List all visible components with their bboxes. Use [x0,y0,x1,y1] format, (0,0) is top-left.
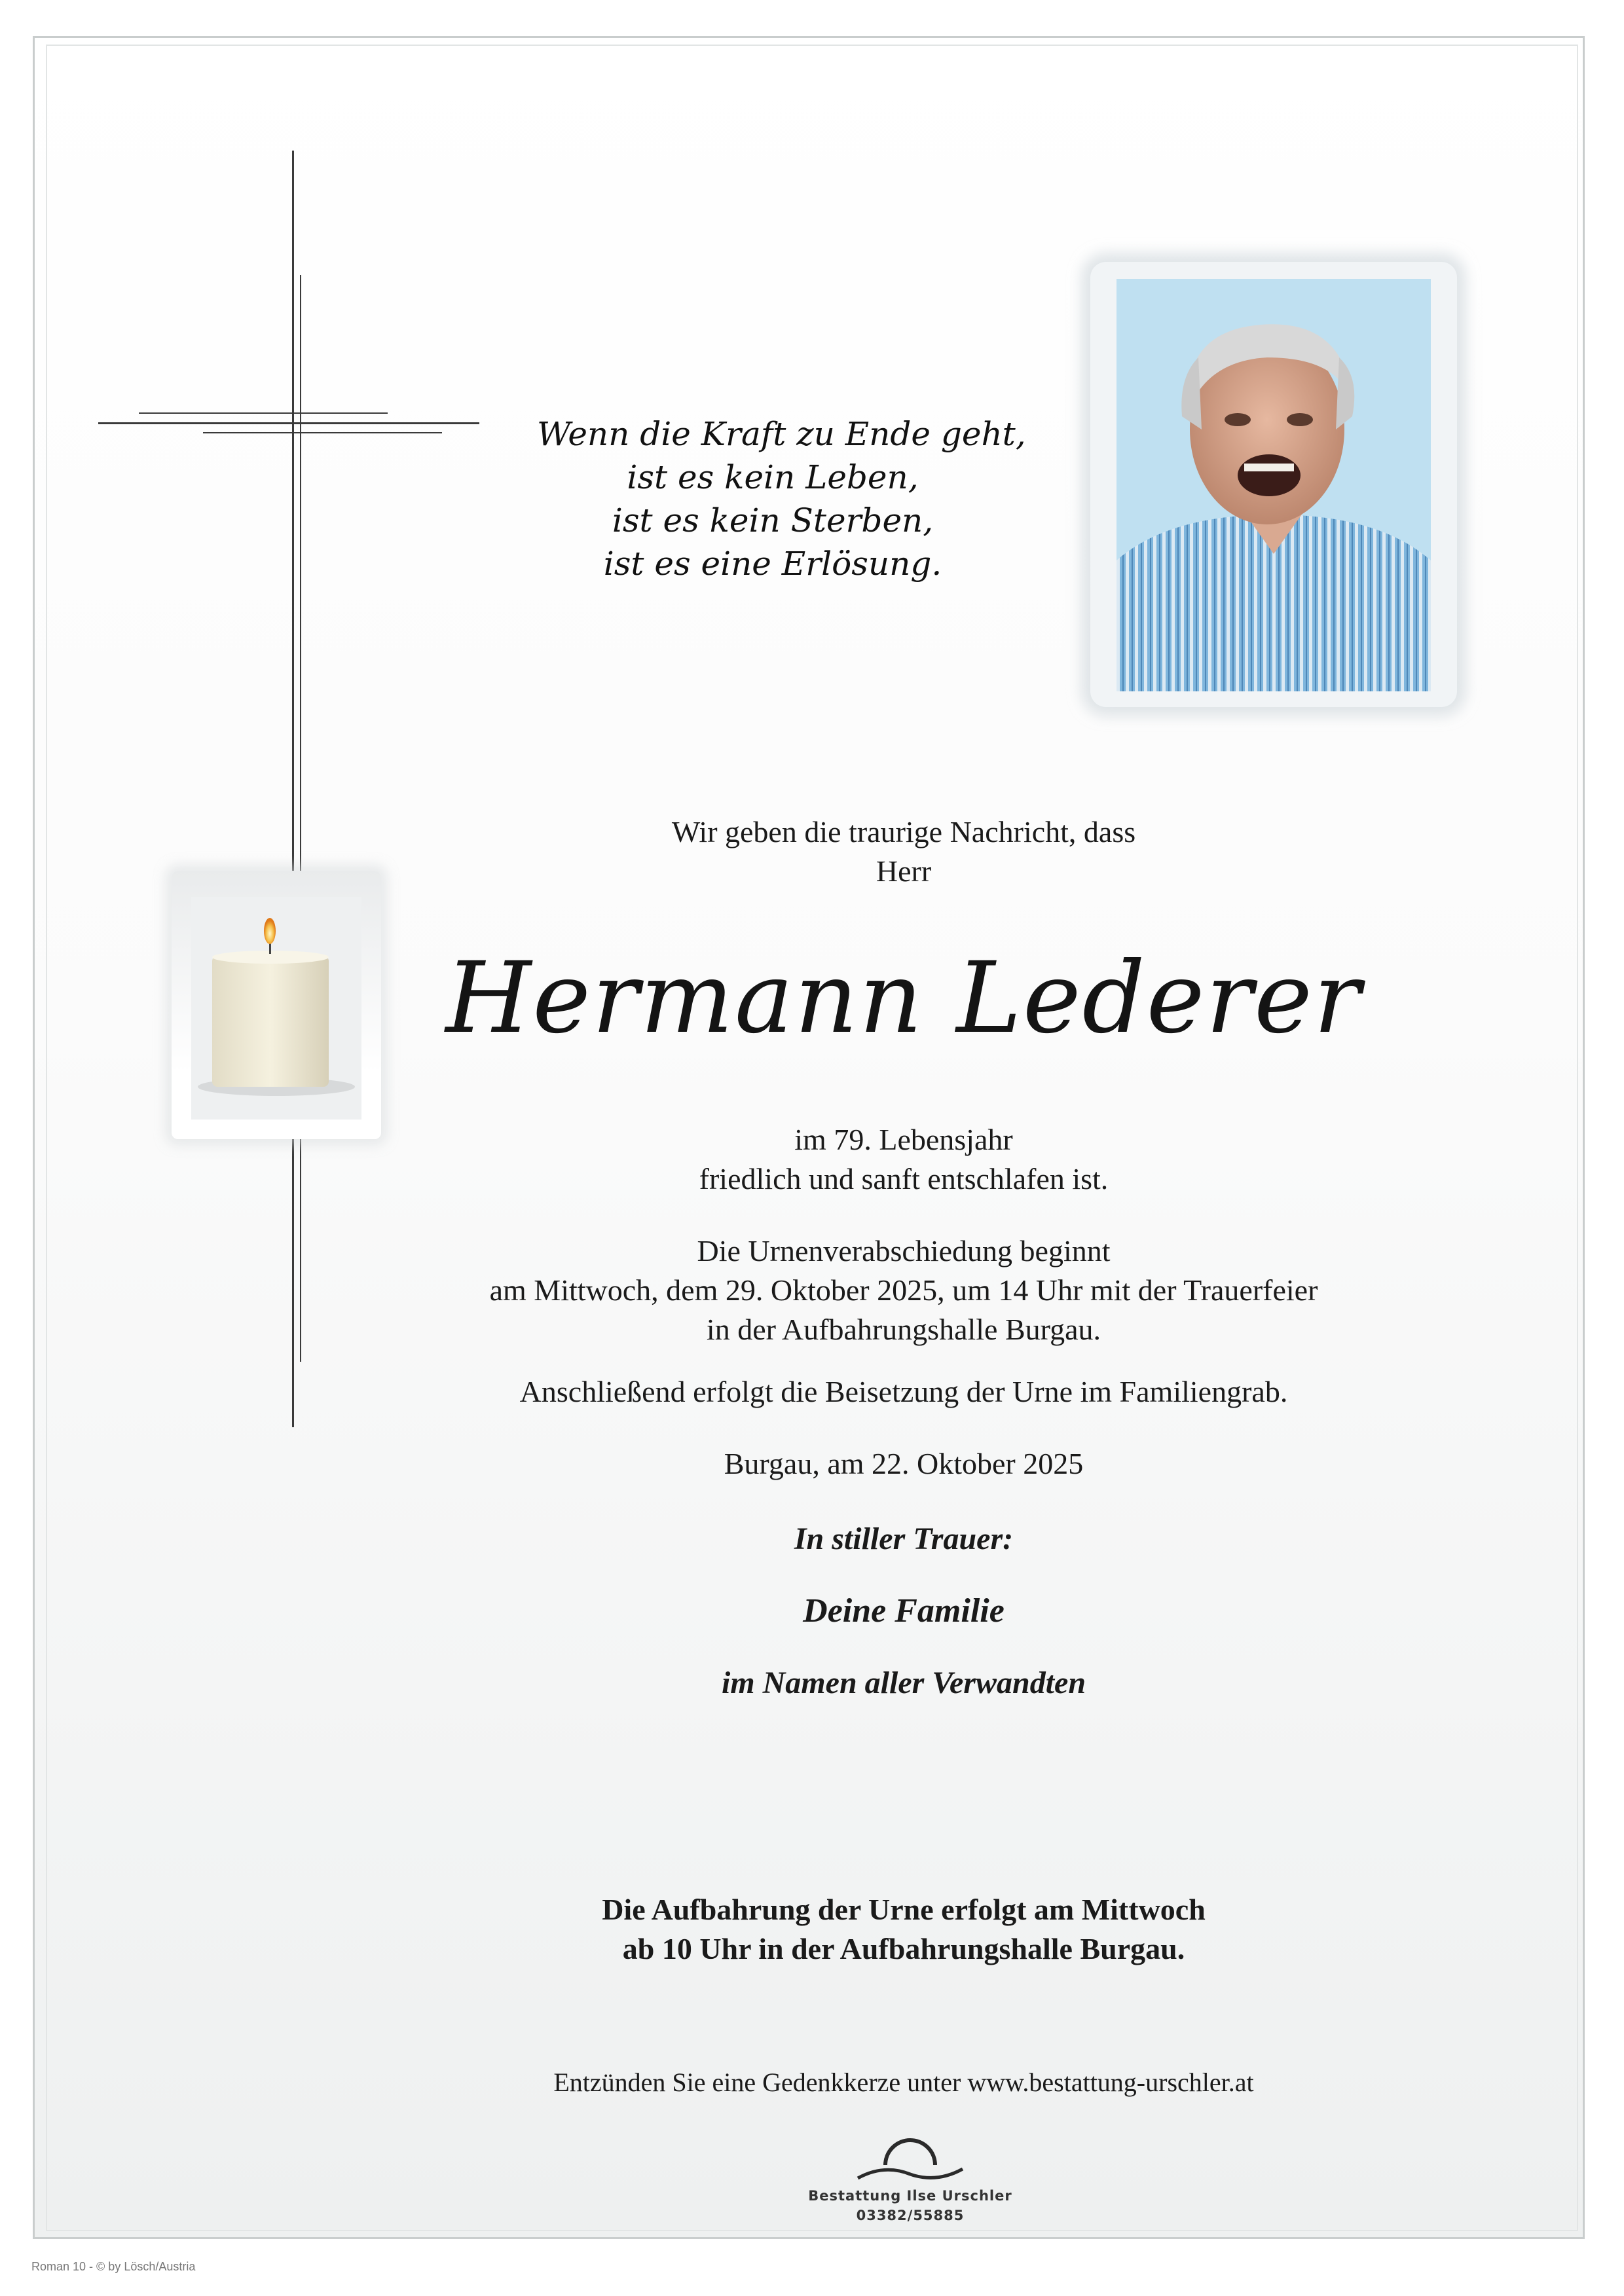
deceased-name: Hermann Lederer [445,941,1362,1055]
mourners-heading: In stiller Trauer: [794,1522,1014,1556]
mourners-family: Deine Familie [803,1592,1005,1630]
funeral-home-name: Bestattung Ilse Urschler [808,2188,1012,2204]
intro-line: Wir geben die traurige Nachricht, dass [671,815,1136,848]
viewing-line: Die Aufbahrung der Urne erfolgt am Mittwoch [602,1893,1206,1926]
ceremony-line: Die Urnenverabschiedung beginnt [697,1234,1111,1267]
sunrise-logo-icon [845,2131,976,2190]
poem-line: ist es eine Erlösung. [603,545,942,583]
funeral-home-phone: 03382/55885 [856,2208,965,2223]
ceremony-line: am Mittwoch, dem 29. Oktober 2025, um 14 Uhr mit der Trauerfeier [489,1273,1318,1307]
poem-line: ist es kein Leben, [627,458,919,496]
poem [537,412,1026,585]
passing-line: friedlich und sanft entschlafen ist. [699,1162,1109,1195]
person-portrait-icon [1116,279,1431,691]
template-credit: Roman 10 - © by Lösch/Austria [31,2260,196,2273]
place-date: Burgau, am 22. Oktober 2025 [724,1447,1084,1480]
burial-line: Anschließend erfolgt die Beisetzung der Urne im Familiengrab. [519,1375,1288,1408]
poem-line: ist es kein Sterben, [612,501,934,539]
candle-note: Entzünden Sie eine Gedenkkerze unter www.bestattung-urschler.at [553,2068,1254,2097]
portrait-photo [1090,262,1457,707]
poem-line: Wenn die Kraft zu Ende geht, [537,415,1026,453]
mourners-relatives: im Namen aller Verwandten [721,1666,1086,1700]
viewing-line: ab 10 Uhr in der Aufbahrungshalle Burgau. [622,1932,1185,1965]
age-line: im 79. Lebensjahr [794,1123,1013,1156]
ceremony-line: in der Aufbahrungshalle Burgau. [706,1313,1101,1346]
salutation: Herr [876,854,932,888]
